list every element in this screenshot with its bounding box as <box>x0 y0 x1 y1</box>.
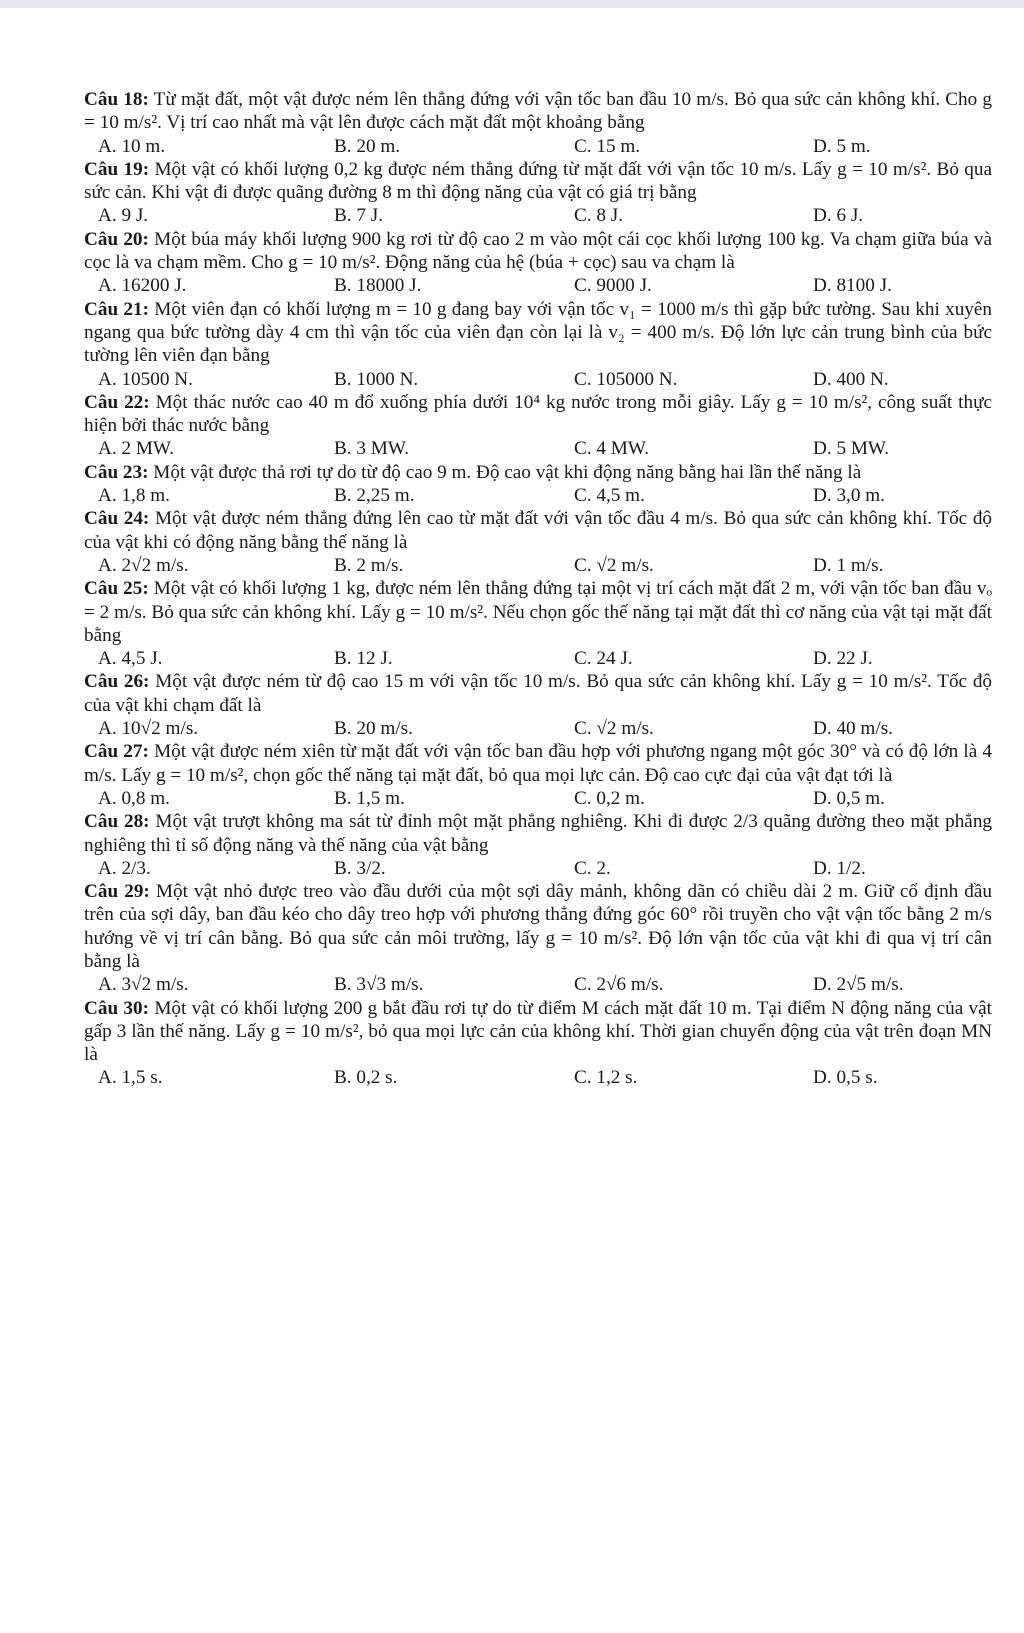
answer-options <box>84 135 992 158</box>
option-d[interactable]: D. 400 N. <box>813 368 889 390</box>
top-status-bar <box>0 0 1024 8</box>
option-b[interactable]: B. 12 J. <box>334 648 393 670</box>
option-b[interactable]: B. 3 MW. <box>334 438 409 460</box>
question-26 <box>84 670 992 740</box>
option-c[interactable]: C. 0,2 m. <box>574 787 645 809</box>
option-b[interactable]: B. 3√3 m/s. <box>334 974 424 996</box>
question-label: Câu 28: <box>84 811 150 833</box>
option-d[interactable]: D. 22 J. <box>813 648 873 670</box>
option-b[interactable]: B. 7 J. <box>334 205 384 227</box>
option-c[interactable]: C. 105000 N. <box>574 368 678 390</box>
option-d[interactable]: D. 8100 J. <box>813 275 892 297</box>
answer-options <box>84 204 992 227</box>
option-c[interactable]: C. 2. <box>574 857 611 879</box>
question-18 <box>84 88 992 158</box>
question-text: Một vật được ném từ độ cao 15 m với vận tốc 10 m/s. Bỏ qua sức cản không khí. Lấy g = 10 m/s². Tốc độ của vật khi chạm đất là <box>84 671 993 716</box>
option-d[interactable]: D. 3,0 m. <box>813 485 885 507</box>
option-a[interactable]: A. 1,5 s. <box>98 1067 163 1089</box>
answer-options <box>84 857 992 880</box>
option-c[interactable]: C. 4 MW. <box>574 438 649 460</box>
question-label: Câu 30: <box>84 997 150 1019</box>
option-a[interactable]: A. 3√2 m/s. <box>98 974 189 996</box>
question-text: Một vật được ném xiên từ mặt đất với vận tốc ban đầu hợp với phương ngang một góc 30° và có độ lớn là 4 m/s. Lấy g = 10 m/s², chọn gốc thế năng tại mặt đất, bỏ qua mọi lực cản. Độ cao cực đại của vật đạt tới là <box>84 741 992 786</box>
answer-options <box>84 554 992 577</box>
option-a[interactable]: A. 16200 J. <box>98 275 187 297</box>
question-21 <box>84 298 992 391</box>
question-23 <box>84 461 992 508</box>
option-c[interactable]: C. 2√6 m/s. <box>574 974 664 996</box>
question-text: Một vật trượt không ma sát từ đỉnh một mặt phẳng nghiêng. Khi đi được 2/3 quãng đường theo mặt phẳng nghiêng thì tỉ số động năng và thế năng của vật bằng <box>84 811 993 856</box>
option-b[interactable]: B. 2 m/s. <box>334 554 404 576</box>
option-a[interactable]: A. 9 J. <box>98 205 149 227</box>
question-text: Một viên đạn có khối lượng m = 10 g đang bay với vận tốc v₁ = 1000 m/s thì gặp bức tường. Sau khi xuyên ngang qua bức tường dày 4 cm thì vận tốc của viên đạn còn lại là v₂ = 400 m/s. Độ lớn lực cản trung bình của bức tường lên viên đạn bằng <box>84 298 993 367</box>
option-b[interactable]: B. 1,5 m. <box>334 787 405 809</box>
question-text: Một vật được thả rơi tự do từ độ cao 9 m. Độ cao vật khi động năng bằng hai lần thế năng là <box>153 461 862 483</box>
option-c[interactable]: C. 15 m. <box>574 135 641 157</box>
option-c[interactable]: C. 4,5 m. <box>574 485 645 507</box>
option-a[interactable]: A. 10500 N. <box>98 368 193 390</box>
option-d[interactable]: D. 5 m. <box>813 135 871 157</box>
answer-options <box>84 368 992 391</box>
option-a[interactable]: A. 10 m. <box>98 135 166 157</box>
option-b[interactable]: B. 2,25 m. <box>334 485 415 507</box>
question-text: Một vật nhỏ được treo vào đầu dưới của một sợi dây mảnh, không dãn có chiều dài 2 m. Giữ cố định đầu trên của sợi dây, ban đầu kéo cho dây treo hợp với phương thẳng đứng góc 60° rồi truyền cho vật vận tốc bằng 2 m/s hướng về vị trí cân bằng. Bỏ qua sức cản môi trường, lấy g = 10 m/s². Độ lớn vận tốc của vật khi đi qua vị trí cân bằng là <box>84 881 993 972</box>
question-29 <box>84 880 992 996</box>
option-a[interactable]: A. 10√2 m/s. <box>98 718 199 740</box>
option-d[interactable]: D. 5 MW. <box>813 438 890 460</box>
option-a[interactable]: A. 2 MW. <box>98 438 175 460</box>
question-label: Câu 20: <box>84 228 149 250</box>
question-text: Một thác nước cao 40 m đổ xuống phía dưới 10⁴ kg nước trong mỗi giây. Lấy g = 10 m/s², công suất thực hiện bởi thác nước bằng <box>84 391 993 437</box>
question-label: Câu 18: <box>84 89 149 110</box>
question-label: Câu 22: <box>84 391 150 413</box>
option-b[interactable]: B. 20 m/s. <box>334 718 413 740</box>
answer-options <box>84 647 992 670</box>
question-22 <box>84 391 992 461</box>
question-27 <box>84 740 992 810</box>
question-label: Câu 24: <box>84 508 150 530</box>
option-a[interactable]: A. 2√2 m/s. <box>98 554 189 576</box>
option-a[interactable]: A. 1,8 m. <box>98 485 170 507</box>
question-label: Câu 25: <box>84 578 149 600</box>
question-28 <box>84 810 992 880</box>
option-d[interactable]: D. 40 m/s. <box>813 718 893 740</box>
answer-options <box>84 717 992 740</box>
option-b[interactable]: B. 20 m. <box>334 135 401 157</box>
option-d[interactable]: D. 1 m/s. <box>813 554 884 576</box>
option-b[interactable]: B. 0,2 s. <box>334 1067 398 1089</box>
question-label: Câu 19: <box>84 158 150 180</box>
option-a[interactable]: A. 2/3. <box>98 857 151 879</box>
option-b[interactable]: B. 1000 N. <box>334 368 419 390</box>
question-19 <box>84 158 992 228</box>
option-d[interactable]: D. 0,5 s. <box>813 1067 878 1089</box>
question-30 <box>84 997 992 1090</box>
question-label: Câu 29: <box>84 881 150 903</box>
question-label: Câu 23: <box>84 461 149 483</box>
option-c[interactable]: C. √2 m/s. <box>574 718 654 740</box>
answer-options <box>84 1066 992 1089</box>
option-d[interactable]: D. 2√5 m/s. <box>813 974 904 996</box>
question-25 <box>84 577 992 670</box>
question-20 <box>84 228 992 298</box>
question-text: Một búa máy khối lượng 900 kg rơi từ độ cao 2 m vào một cái cọc khối lượng 100 kg. Va chạm giữa búa và cọc là va chạm mềm. Cho g = 10 m/s². Động năng của hệ (búa + cọc) sau va chạm là <box>84 228 992 274</box>
option-c[interactable]: C. 1,2 s. <box>574 1067 638 1089</box>
option-a[interactable]: A. 0,8 m. <box>98 787 170 809</box>
question-text: Một vật được ném thẳng đứng lên cao từ mặt đất với vận tốc đầu 4 m/s. Bỏ qua sức cản không khí. Tốc độ của vật khi có động năng bằng thế năng là <box>84 508 993 553</box>
option-c[interactable]: C. 9000 J. <box>574 275 652 297</box>
question-text: Từ mặt đất, một vật được ném lên thẳng đứng với vận tốc ban đầu 10 m/s. Bỏ qua sức cản không khí. Cho g = 10 m/s². Vị trí cao nhất mà vật lên được cách mặt đất một khoảng bằng <box>84 89 992 134</box>
question-text: Một vật có khối lượng 0,2 kg được ném thẳng đứng từ mặt đất với vận tốc 10 m/s. Lấy g = 10 m/s². Bỏ qua sức cản. Khi vật đi được quãng đường 8 m thì động năng của vật có giá trị bằng <box>84 158 992 204</box>
question-text: Một vật có khối lượng 1 kg, được ném lên thẳng đứng tại một vị trí cách mặt đất 2 m, với vận tốc ban đầu vₒ = 2 m/s. Bỏ qua sức cản không khí. Lấy g = 10 m/s². Nếu chọn gốc thế năng tại mặt đất thì cơ năng của vật tại mặt đất bằng <box>84 578 993 646</box>
option-b[interactable]: B. 3/2. <box>334 857 386 879</box>
option-d[interactable]: D. 0,5 m. <box>813 787 885 809</box>
question-label: Câu 21: <box>84 298 149 320</box>
question-label: Câu 27: <box>84 741 149 763</box>
answer-options <box>84 274 992 297</box>
option-c[interactable]: C. 8 J. <box>574 205 624 227</box>
option-a[interactable]: A. 4,5 J. <box>98 648 163 670</box>
quiz-page <box>84 88 992 1090</box>
answer-options <box>84 787 992 810</box>
option-c[interactable]: C. √2 m/s. <box>574 554 654 576</box>
answer-options <box>84 484 992 507</box>
answer-options <box>84 973 992 996</box>
option-d[interactable]: D. 1/2. <box>813 857 866 879</box>
option-c[interactable]: C. 24 J. <box>574 648 633 670</box>
option-b[interactable]: B. 18000 J. <box>334 275 422 297</box>
question-text: Một vật có khối lượng 200 g bắt đầu rơi tự do từ điểm M cách mặt đất 10 m. Tại điểm N động năng của vật gấp 3 lần thế năng. Lấy g = 10 m/s², bỏ qua mọi lực cản của không khí. Thời gian chuyển động của vật trên đoạn MN là <box>84 997 993 1066</box>
option-d[interactable]: D. 6 J. <box>813 205 864 227</box>
answer-options <box>84 437 992 460</box>
question-24 <box>84 507 992 577</box>
question-label: Câu 26: <box>84 671 150 693</box>
